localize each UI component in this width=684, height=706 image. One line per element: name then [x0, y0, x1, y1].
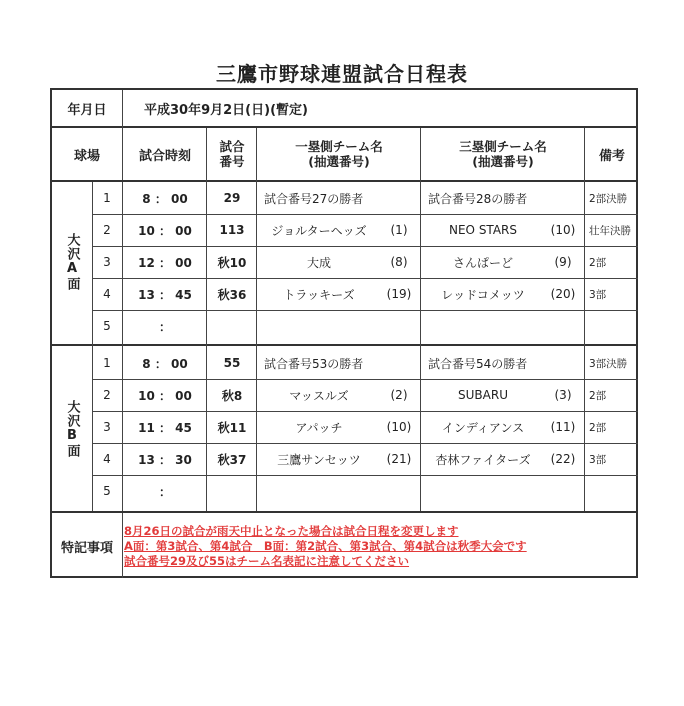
- first-base-team: トラッキーズ: [283, 287, 355, 302]
- third-base-draw-number: (3): [554, 388, 572, 402]
- grid-line: [122, 90, 123, 180]
- third-base-draw-number: (11): [550, 420, 576, 434]
- note-line: 8月26日の試合が雨天中止となった場合は試合日程を変更します: [124, 523, 459, 538]
- third-base-draw-number: (9): [554, 255, 572, 269]
- notes-body: [124, 514, 638, 578]
- schedule-table: [50, 88, 638, 578]
- row-number: 1: [103, 191, 111, 205]
- third-base-team: インディアンス: [441, 420, 525, 435]
- match-time: 10 ： 00: [138, 388, 192, 403]
- header-third-base: 三塁側チーム名 (抽選番号): [459, 139, 547, 169]
- first-base-draw-number: [380, 347, 418, 379]
- third-base-team: 試合番号54の勝者: [428, 356, 528, 371]
- row-number: 3: [103, 255, 111, 269]
- third-base-team: さんぱーど: [452, 255, 513, 270]
- date-label: 年月日: [67, 102, 107, 118]
- match-time: 8 ： 00: [142, 356, 188, 371]
- first-base-team: 三鷹サンセッツ: [277, 452, 361, 467]
- remarks-cell: 2部: [589, 256, 607, 269]
- remarks-cell: 2部: [589, 421, 607, 434]
- field-b-label: 大沢B面: [64, 400, 80, 458]
- header-first-base: 一塁側チーム名 (抽選番号): [295, 139, 383, 169]
- remarks-cell: 3部決勝: [589, 357, 628, 370]
- match-time: 12 ： 00: [138, 255, 192, 270]
- grid-line: [92, 411, 638, 412]
- first-base-draw-number: (19): [386, 287, 412, 301]
- remarks-cell: 壮年決勝: [589, 224, 631, 237]
- match-number: 55: [223, 356, 241, 370]
- match-time: 8 ： 00: [142, 191, 188, 206]
- match-number: 秋36: [217, 287, 247, 302]
- header-remarks: 備考: [598, 148, 625, 164]
- match-number: 秋11: [217, 420, 247, 435]
- first-base-draw-number: (21): [386, 452, 412, 466]
- row-number: 2: [103, 388, 111, 402]
- third-base-team: 試合番号28の勝者: [428, 191, 528, 206]
- third-base-draw-number: [544, 347, 582, 379]
- header-field: 球場: [73, 148, 100, 164]
- remarks-cell: [589, 475, 638, 507]
- header-time: 試合時刻: [138, 148, 191, 164]
- first-base-team: 試合番号27の勝者: [264, 191, 364, 206]
- field-a-label: 大沢A面: [64, 233, 80, 291]
- remarks-cell: [589, 310, 638, 342]
- grid-line: [92, 278, 638, 279]
- remarks-cell: 2部: [589, 389, 607, 402]
- match-number: [208, 310, 256, 342]
- match-time: 10 ： 00: [138, 223, 192, 238]
- row-number: 2: [103, 223, 111, 237]
- third-base-team: 杏林ファイターズ: [435, 452, 531, 467]
- first-base-team: ジョルターヘッズ: [271, 223, 367, 238]
- grid-line: [256, 128, 257, 511]
- grid-line: [92, 443, 638, 444]
- match-time: ：: [158, 484, 171, 499]
- row-number: 5: [103, 319, 111, 333]
- page-title: 三鷹市野球連盟試合日程表: [216, 62, 468, 86]
- match-number: 秋10: [217, 255, 247, 270]
- first-base-draw-number: (10): [386, 420, 412, 434]
- note-line: A面：第3試合、第4試合 B面：第2試合、第3試合、第4試合は秋季大会です: [124, 538, 527, 553]
- grid-line: [122, 182, 123, 511]
- first-base-draw-number: (2): [390, 388, 408, 402]
- match-number: 29: [223, 191, 241, 205]
- row-number: 4: [103, 287, 111, 301]
- remarks-cell: 2部決勝: [589, 192, 628, 205]
- third-base-draw-number: (22): [550, 452, 576, 466]
- third-base-draw-number: (10): [550, 223, 576, 237]
- first-base-team: 試合番号53の勝者: [264, 356, 364, 371]
- third-base-team: NEO STARS: [449, 223, 517, 237]
- third-base-draw-number: (20): [550, 287, 576, 301]
- row-number: 1: [103, 356, 111, 370]
- first-base-team: マッスルズ: [289, 388, 349, 403]
- grid-line: [52, 344, 638, 346]
- first-base-draw-number: [380, 182, 418, 214]
- row-number: 5: [103, 484, 111, 498]
- row-number: 3: [103, 420, 111, 434]
- header-match-no: 試合 番号: [219, 139, 245, 169]
- grid-line: [122, 513, 123, 578]
- date-value: 平成30年9月2日(日)(暫定): [144, 102, 308, 118]
- first-base-draw-number: [380, 310, 418, 342]
- grid-line: [584, 128, 585, 511]
- third-base-team: SUBARU: [458, 388, 508, 402]
- first-base-team: アパッチ: [295, 420, 343, 435]
- row-number: 4: [103, 452, 111, 466]
- first-base-draw-number: (1): [390, 223, 408, 237]
- match-time: ：: [158, 319, 171, 334]
- grid-line: [420, 128, 421, 511]
- grid-line: [92, 379, 638, 380]
- first-base-team: 大成: [306, 255, 331, 270]
- remarks-cell: 3部: [589, 453, 607, 466]
- first-base-draw-number: [380, 475, 418, 507]
- match-number: [208, 475, 256, 507]
- grid-line: [92, 182, 93, 511]
- third-base-draw-number: [544, 182, 582, 214]
- grid-line: [92, 310, 638, 311]
- remarks-cell: 3部: [589, 288, 607, 301]
- grid-line: [92, 475, 638, 476]
- match-time: 13 ： 30: [138, 452, 192, 467]
- grid-line: [92, 214, 638, 215]
- grid-line: [52, 126, 638, 128]
- grid-line: [52, 511, 638, 513]
- third-base-draw-number: [544, 475, 582, 507]
- match-number: 秋37: [217, 452, 247, 467]
- third-base-team: レッドコメッツ: [441, 287, 525, 302]
- grid-line: [92, 246, 638, 247]
- match-number: 秋8: [221, 388, 243, 403]
- third-base-draw-number: [544, 310, 582, 342]
- match-number: 113: [219, 223, 245, 237]
- note-line: 試合番号29及び55はチーム名表記に注意してください: [124, 553, 410, 568]
- match-time: 11 ： 45: [138, 420, 192, 435]
- match-time: 13 ： 45: [138, 287, 192, 302]
- grid-line: [206, 128, 207, 511]
- grid-line: [52, 180, 638, 182]
- notes-label: 特記事項: [60, 540, 113, 556]
- first-base-draw-number: (8): [390, 255, 408, 269]
